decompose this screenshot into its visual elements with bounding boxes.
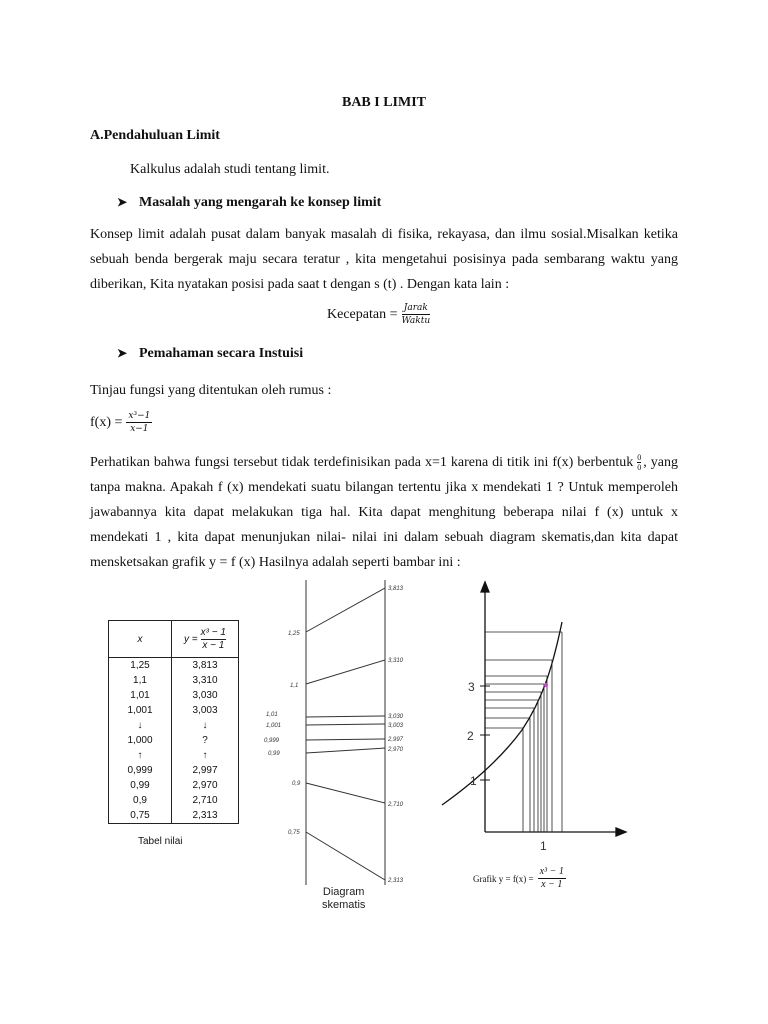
table-cell-x: ↑ — [109, 748, 172, 763]
diagram-right-label: 2,710 — [388, 802, 404, 808]
table-row — [109, 673, 239, 688]
diagram-left-label: 1,1 — [290, 683, 299, 689]
intro-text: Kalkulus adalah studi tentang limit. — [130, 162, 330, 177]
zero-over-zero — [637, 453, 641, 472]
paragraph-explanation-part2: , yang tanpa makna. Apakah f (x) mendekati suatu bilangan tertentu jika x mendekati 1 ? Untuk memperoleh jawabannya kita dapat melakukan tiga hal. Kita dapat menghitung beberapa nilai f (x) untuk x mendekati 1 , kita dapat menunjukan nilai- nilai ini dalam sebuah diagram skematis,dan kita dapat mensketsakan grafik y = f (x) Hasilnya adalah seperti bambar ini : — [90, 455, 678, 570]
diagram-arrow — [306, 724, 385, 725]
table-cell-x: ↓ — [109, 718, 172, 733]
table-row — [109, 703, 239, 718]
table-cell-y: 2,710 — [172, 793, 239, 808]
page-title: BAB I LIMIT — [341, 95, 427, 110]
diagram-arrow — [306, 748, 385, 753]
diagram-left-label: 0,9 — [292, 781, 301, 787]
table-header-x — [109, 621, 172, 658]
diagram-left-label: 1,001 — [266, 723, 282, 729]
graph-caption-numerator: x³ − 1 — [539, 866, 564, 877]
diagram-right-label: 2,997 — [388, 737, 404, 743]
diagram-left-label: 1,01 — [266, 712, 278, 718]
table-cell-y: 3,310 — [172, 673, 239, 688]
table-row — [109, 718, 239, 733]
table-header-y — [172, 621, 239, 658]
function-graph — [430, 580, 630, 860]
function-fraction — [126, 410, 152, 435]
zero-numerator: 0 — [637, 453, 642, 463]
paragraph-explanation — [90, 450, 678, 575]
table-row — [109, 763, 239, 778]
table-cell-y: 3,003 — [172, 703, 239, 718]
x-axis-arrow-icon — [616, 828, 626, 836]
table-cell-y: 2,970 — [172, 778, 239, 793]
function-formula — [90, 410, 152, 435]
diagram-left-label: 1,25 — [288, 631, 300, 637]
header-y-denominator: x − 1 — [202, 639, 225, 651]
table-cell-y: 3,030 — [172, 688, 239, 703]
table-caption: Tabel nilai — [138, 836, 183, 847]
bullet-heading-limit-problem — [117, 195, 381, 211]
table-row — [109, 748, 239, 763]
speed-numerator: Jarak — [403, 303, 428, 313]
speed-formula — [327, 302, 430, 327]
diagram-right-label: 2,970 — [388, 747, 404, 753]
diagram-arrow — [306, 832, 385, 880]
table-cell-x: 0,9 — [109, 793, 172, 808]
table-cell-y: ↑ — [172, 748, 239, 763]
table-row — [109, 778, 239, 793]
table-row — [109, 688, 239, 703]
y-tick-label: 3 — [468, 680, 475, 694]
function-formula-label: f(x) = — [90, 414, 123, 430]
approach-lines — [485, 632, 562, 832]
arrow-bullet-icon: ➤ — [117, 346, 128, 360]
y-axis-arrow-icon — [481, 582, 489, 592]
bullet-label: Pemahaman secara Instuisi — [139, 346, 304, 361]
y-tick-label: 1 — [470, 774, 477, 788]
y-tick-label: 2 — [467, 729, 474, 743]
paragraph-limit-concept: Konsep limit adalah pusat dalam banyak masalah di fisika, rekayasa, dan ilmu sosial.Misalkan ketika sebuah benda bergerak maju secara teratur , kita mengetahui posisinya pada sembarang waktu yang diberikan, Kita nyatakan posisi pada saat t dengan s (t) . Dengan kata lain : — [90, 227, 678, 292]
table-cell-x: 0,75 — [109, 808, 172, 824]
diagram-right-label: 3,003 — [388, 723, 404, 729]
function-denominator: x−1 — [130, 424, 149, 434]
table-cell-y: 2,997 — [172, 763, 239, 778]
table-row — [109, 733, 239, 748]
diagram-arrow — [306, 660, 385, 684]
table-cell-x: 1,01 — [109, 688, 172, 703]
diagram-caption-line1: Diagram — [322, 886, 365, 898]
diagram-arrow — [306, 739, 385, 740]
table-cell-x: 1,1 — [109, 673, 172, 688]
table-row — [109, 793, 239, 808]
zero-denominator: 0 — [637, 463, 642, 473]
graph-caption-denominator: x − 1 — [541, 879, 563, 890]
graph-caption-prefix: Grafik y = f(x) = — [473, 873, 534, 884]
table-cell-x: 1,000 — [109, 733, 172, 748]
graph-caption — [473, 866, 566, 891]
header-x-label: x — [137, 633, 143, 645]
table-row — [109, 808, 239, 824]
diagram-right-label: 2,313 — [388, 878, 404, 884]
speed-fraction — [401, 302, 430, 327]
bullet-label: Masalah yang mengarah ke konsep limit — [139, 195, 382, 210]
x-tick-label: 1 — [540, 839, 547, 853]
table-cell-x: 1,001 — [109, 703, 172, 718]
paragraph-function-intro: Tinjau fungsi yang ditentukan oleh rumus : — [90, 383, 332, 398]
table-cell-y: 2,313 — [172, 808, 239, 824]
diagram-right-label: 3,310 — [388, 658, 404, 664]
table-cell-x: 0,99 — [109, 778, 172, 793]
speed-denominator: Waktu — [401, 316, 431, 326]
section-heading: A.Pendahuluan Limit — [90, 128, 220, 143]
table-cell-y: ↓ — [172, 718, 239, 733]
limit-point-marker — [544, 683, 548, 687]
diagram-right-label: 3,813 — [388, 586, 404, 592]
function-numerator: x³−1 — [128, 411, 151, 421]
diagram-left-label: 0,75 — [288, 830, 300, 836]
table-header-row — [109, 621, 239, 658]
diagram-arrow — [306, 588, 385, 632]
diagram-right-label: 3,030 — [388, 714, 404, 720]
table-cell-y: 3,813 — [172, 658, 239, 674]
value-table — [108, 620, 239, 824]
speed-formula-label: Kecepatan = — [327, 306, 398, 322]
arrow-bullet-icon: ➤ — [117, 195, 128, 209]
table-cell-x: 1,25 — [109, 658, 172, 674]
schematic-diagram — [250, 580, 430, 885]
table-row — [109, 658, 239, 674]
table-cell-y: ? — [172, 733, 239, 748]
table-cell-x: 0,999 — [109, 763, 172, 778]
paragraph-explanation-part1: Perhatikan bahwa fungsi tersebut tidak terdefinisikan pada x=1 karena di titik ini f(x) berbentuk — [90, 455, 634, 470]
header-y-prefix: y = — [184, 633, 198, 645]
diagram-left-label: 0,99 — [268, 751, 280, 757]
diagram-caption-line2: skematis — [322, 899, 366, 911]
diagram-arrow — [306, 783, 385, 803]
header-y-numerator: x³ − 1 — [200, 626, 226, 638]
diagram-arrow — [306, 716, 385, 717]
diagram-caption — [322, 886, 365, 912]
bullet-heading-intuition — [117, 346, 303, 362]
diagram-left-label: 0,999 — [264, 738, 280, 744]
